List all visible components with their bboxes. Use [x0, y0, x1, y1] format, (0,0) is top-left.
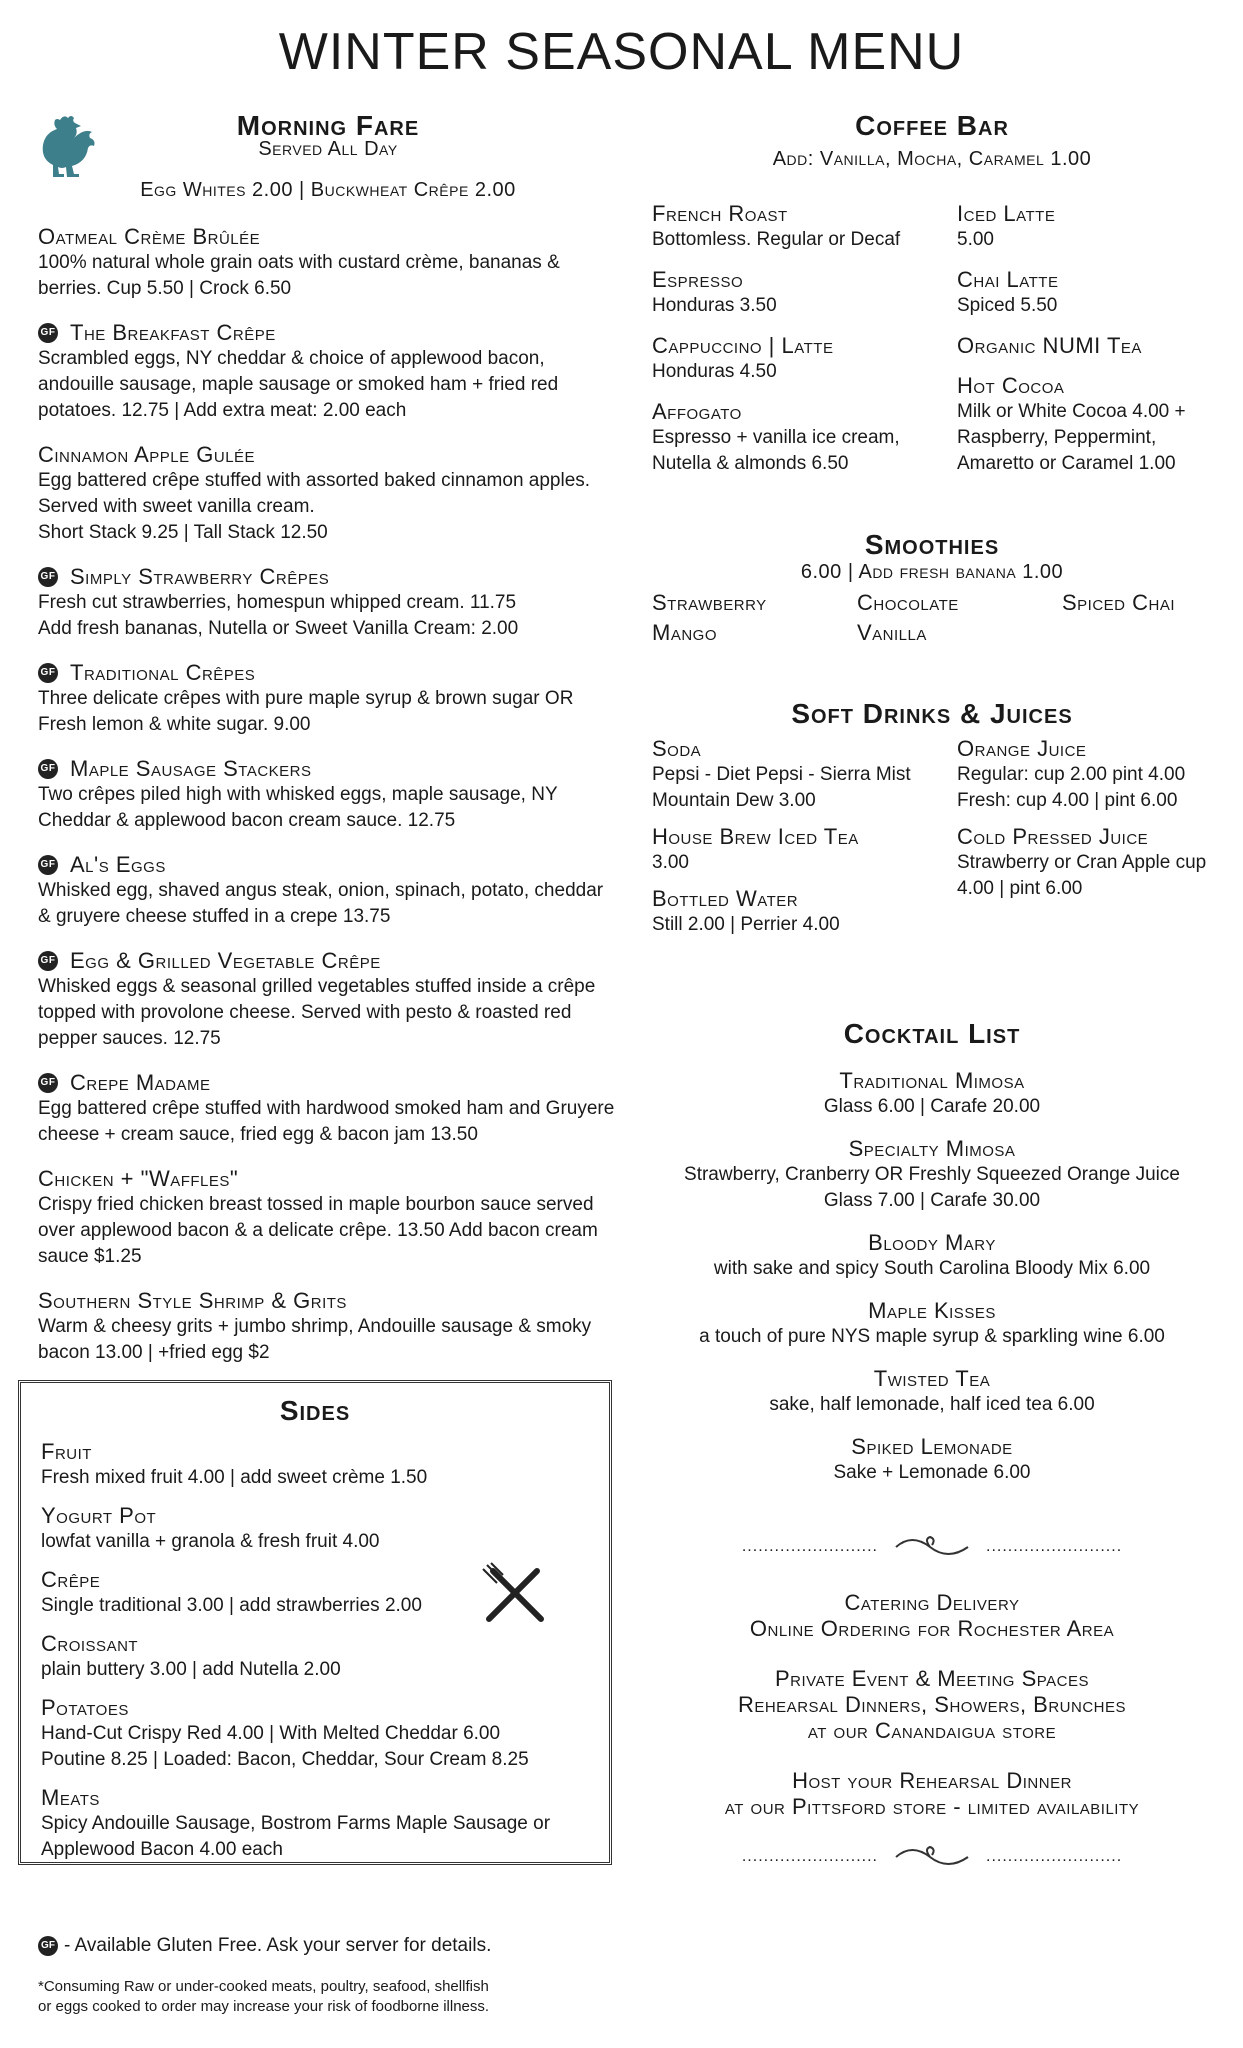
side-item [41, 1695, 589, 1773]
item-name: Organic NUMI Tea [957, 333, 1142, 358]
item-name: Yogurt Pot [41, 1503, 157, 1528]
item-description: Egg battered crêpe stuffed with assorted baked cinnamon apples. Served with sweet vanilla cream. [38, 470, 591, 517]
smoothie-flavor: Chocolate [857, 590, 959, 615]
item-name-row [41, 1503, 589, 1529]
morning-item [38, 442, 618, 546]
swirl-ornament-icon [892, 1534, 972, 1560]
item-description: Glass 6.00 | Carafe 20.00 [823, 1096, 1041, 1117]
item-description: Bottomless. Regular or Decaf [652, 229, 901, 250]
soft-drink-item [652, 886, 957, 938]
info-line: Rehearsal Dinners, Showers, Brunches [737, 1692, 1127, 1717]
side-item [41, 1631, 589, 1683]
item-description: Honduras 3.50 [652, 295, 777, 316]
item-name: Affogato [652, 399, 742, 424]
item-name: Soda [652, 736, 702, 761]
dots-right: ......................... [986, 1538, 1123, 1555]
item-description: sake, half lemonade, half iced tea 6.00 [769, 1394, 1095, 1415]
item-description: Poutine 8.25 | Loaded: Bacon, Cheddar, Sour Cream 8.25 [41, 1749, 529, 1770]
cocktail-item [652, 1434, 1212, 1486]
smoothie-flavor: Spiced Chai [1062, 590, 1176, 615]
sides-title: Sides [279, 1395, 351, 1426]
fork-knife-icon [479, 1561, 551, 1625]
item-name-row [38, 756, 618, 782]
item-name: Spiked Lemonade [851, 1434, 1013, 1459]
item-description: Espresso + vanilla ice cream, Nutella & almonds 6.50 [652, 427, 900, 474]
morning-item [38, 948, 618, 1052]
item-description: Strawberry, Cranberry OR Freshly Squeezed Orange Juice [684, 1164, 1180, 1185]
item-description: Spiced 5.50 [957, 295, 1058, 316]
soft-drinks-grid [652, 736, 1212, 948]
ornament-divider-top [652, 1534, 1212, 1560]
coffee-grid [652, 201, 1212, 491]
item-name: Specialty Mimosa [848, 1136, 1016, 1161]
coffee-item [957, 201, 1207, 253]
smoothie-flavor: Strawberry [652, 590, 767, 615]
gluten-free-icon: GF [38, 663, 58, 683]
gluten-free-icon: GF [38, 759, 58, 779]
soft-drink-item [652, 736, 957, 814]
morning-item [38, 1166, 618, 1270]
item-description: Short Stack 9.25 | Tall Stack 12.50 [38, 522, 328, 543]
item-name-row [38, 564, 618, 590]
coffee-item [652, 399, 957, 477]
cocktail-title: Cocktail List [843, 1018, 1021, 1049]
item-name-row [652, 824, 957, 850]
dots-left-2: ......................... [741, 1848, 878, 1865]
item-description: Regular: cup 2.00 pint 4.00 [957, 764, 1186, 785]
smoothie-flavor: Vanilla [857, 620, 927, 645]
cocktail-item [652, 1136, 1212, 1214]
item-name-row [652, 201, 957, 227]
item-name-row [957, 736, 1207, 762]
item-name: Orange Juice [957, 736, 1087, 761]
item-name: Fruit [41, 1439, 92, 1464]
food-warning-line1: *Consuming Raw or under-cooked meats, poultry, seafood, shellfish [38, 1978, 489, 1995]
item-name: Cold Pressed Juice [957, 824, 1149, 849]
item-name: Espresso [652, 267, 744, 292]
item-description: Still 2.00 | Perrier 4.00 [652, 914, 840, 935]
item-name: Oatmeal Crème Brûlée [38, 224, 261, 249]
morning-item [38, 564, 618, 642]
item-description: Whisked eggs & seasonal grilled vegetables stuffed inside a crêpe topped with provolone cheese. Served with pesto & roasted red pepper sauces. 12.75 [38, 976, 596, 1049]
item-name-row [38, 442, 618, 468]
item-name-row [652, 1434, 1212, 1460]
coffee-item [652, 201, 957, 253]
item-name-row [652, 1366, 1212, 1392]
item-name: Chai Latte [957, 267, 1059, 292]
item-description: Fresh: cup 4.00 | pint 6.00 [957, 790, 1178, 811]
soft-drink-item [652, 824, 957, 876]
dots-right-2: ......................... [986, 1848, 1123, 1865]
info-line: Online Ordering for Rochester Area [749, 1616, 1115, 1641]
item-name-row [38, 948, 618, 974]
morning-item [38, 660, 618, 738]
item-name-row [957, 824, 1207, 850]
item-name: Iced Latte [957, 201, 1056, 226]
item-name-row [41, 1785, 589, 1811]
item-name-row [652, 1068, 1212, 1094]
item-description: Warm & cheesy grits + jumbo shrimp, Andouille sausage & smoky bacon 13.00 | +fried egg $2 [38, 1316, 592, 1363]
item-description: lowfat vanilla + granola & fresh fruit 4.00 [41, 1531, 380, 1552]
item-name: Cinnamon Apple Gulée [38, 442, 256, 467]
item-name-row [957, 333, 1207, 359]
coffee-item [957, 267, 1207, 319]
item-description: plain buttery 3.00 | add Nutella 2.00 [41, 1659, 341, 1680]
smoothie-flavors [652, 588, 1212, 648]
soft-drink-item [957, 736, 1207, 814]
item-name-row [41, 1695, 589, 1721]
item-name: Croissant [41, 1631, 139, 1656]
menu-title: WINTER SEASONAL MENU [278, 23, 965, 81]
info-line: Private Event & Meeting Spaces [774, 1666, 1089, 1691]
item-name: Hot Cocoa [957, 373, 1065, 398]
morning-item [38, 756, 618, 834]
item-description: 5.00 [957, 229, 994, 250]
rehearsal-info [652, 1768, 1212, 1820]
side-item [41, 1439, 589, 1491]
gluten-free-icon: GF [38, 855, 58, 875]
item-description: Crispy fried chicken breast tossed in maple bourbon sauce served over applewood bacon & a delicate crêpe. 13.50 Add bacon cream sauce $1.25 [38, 1194, 598, 1267]
footer [38, 1935, 618, 2017]
item-description: Egg battered crêpe stuffed with hardwood smoked ham and Gruyere cheese + cream sauce, fried egg & bacon jam 13.50 [38, 1098, 615, 1145]
item-name-row [652, 333, 957, 359]
item-name: Bottled Water [652, 886, 799, 911]
item-name: Traditional Mimosa [839, 1068, 1025, 1093]
item-name-row [38, 852, 618, 878]
cocktail-item [652, 1230, 1212, 1282]
item-name: Chicken + "Waffles" [38, 1166, 239, 1191]
item-name-row [38, 1070, 618, 1096]
item-name: French Roast [652, 201, 788, 226]
item-description: Single traditional 3.00 | add strawberries 2.00 [41, 1595, 422, 1616]
ornament-divider-bottom [652, 1844, 1212, 1870]
cocktail-item [652, 1366, 1212, 1418]
morning-subtitle: Served All Day [258, 138, 398, 160]
item-name-row [652, 1298, 1212, 1324]
gluten-free-icon: GF [38, 567, 58, 587]
private-events-info [652, 1666, 1212, 1744]
item-name: Twisted Tea [873, 1366, 991, 1391]
item-description: Fresh mixed fruit 4.00 | add sweet crème 1.50 [41, 1467, 428, 1488]
item-name: The Breakfast Crêpe [70, 320, 276, 345]
item-description: Hand-Cut Crispy Red 4.00 | With Melted Cheddar 6.00 [41, 1723, 501, 1744]
item-name-row [38, 1166, 618, 1192]
item-name: Southern Style Shrimp & Grits [38, 1288, 347, 1313]
item-name-row [652, 1230, 1212, 1256]
item-description: Strawberry or Cran Apple cup 4.00 | pint 6.00 [957, 852, 1207, 899]
item-description: Sake + Lemonade 6.00 [833, 1462, 1031, 1483]
info-line: Host your Rehearsal Dinner [792, 1768, 1072, 1793]
item-description: Three delicate crêpes with pure maple syrup & brown sugar OR Fresh lemon & white sugar. 9.00 [38, 688, 574, 735]
item-description: 3.00 [652, 852, 689, 873]
item-name-row [38, 1288, 618, 1314]
item-name: Cappuccino | Latte [652, 333, 834, 358]
gluten-free-icon: GF [38, 1073, 58, 1093]
coffee-title: Coffee Bar [855, 110, 1009, 141]
soft-drink-item [957, 824, 1207, 902]
item-description: Pepsi - Diet Pepsi - Sierra Mist Mountain Dew 3.00 [652, 764, 911, 811]
info-line: Catering Delivery [844, 1590, 1020, 1615]
coffee-item [957, 333, 1207, 359]
sides-box [18, 1380, 612, 1865]
smoothies-title: Smoothies [864, 529, 1000, 560]
item-description: Whisked egg, shaved angus steak, onion, spinach, potato, cheddar & gruyere cheese stuffed in a crepe 13.75 [38, 880, 604, 927]
item-name: Simply Strawberry Crêpes [70, 564, 330, 589]
item-description: Milk or White Cocoa 4.00 + Raspberry, Peppermint, Amaretto or Caramel 1.00 [957, 401, 1186, 474]
dots-left: ......................... [741, 1538, 878, 1555]
gluten-free-icon: GF [38, 1936, 58, 1956]
item-name: Crêpe [41, 1567, 101, 1592]
item-name: Maple Sausage Stackers [70, 756, 312, 781]
info-line: at our Pittsford store - limited availability [724, 1794, 1140, 1819]
item-description: Scrambled eggs, NY cheddar & choice of applewood bacon, andouille sausage, maple sausage or smoked ham + fried red potatoes. 12.75 | Add extra meat: 2.00 each [38, 348, 559, 421]
morning-title: Morning Fare [236, 110, 420, 141]
gluten-free-icon: GF [38, 951, 58, 971]
morning-item [38, 224, 618, 302]
info-line: at our Canandaigua store [807, 1718, 1057, 1743]
coffee-subtitle: Add: Vanilla, Mocha, Caramel 1.00 [772, 148, 1092, 170]
item-name-row [38, 320, 618, 346]
item-description: a touch of pure NYS maple syrup & sparkling wine 6.00 [699, 1326, 1165, 1347]
morning-item [38, 320, 618, 424]
morning-item [38, 1288, 618, 1366]
side-item [41, 1503, 589, 1555]
morning-item [38, 1070, 618, 1148]
gf-note: - Available Gluten Free. Ask your server for details. [64, 1935, 492, 1956]
item-name-row [41, 1631, 589, 1657]
cocktail-item [652, 1068, 1212, 1120]
item-description: Fresh cut strawberries, homespun whipped cream. 11.75 [38, 592, 517, 613]
cocktail-item [652, 1298, 1212, 1350]
side-item [41, 1785, 589, 1863]
item-name-row [957, 373, 1207, 399]
item-name-row [957, 201, 1207, 227]
item-name-row [38, 224, 618, 250]
item-name: Maple Kisses [868, 1298, 996, 1323]
item-name-row [957, 267, 1207, 293]
item-name: Egg & Grilled Vegetable Crêpe [70, 948, 381, 973]
swirl-ornament-icon-2 [892, 1844, 972, 1870]
item-description: Honduras 4.50 [652, 361, 777, 382]
item-name: Potatoes [41, 1695, 129, 1720]
item-description: Two crêpes piled high with whisked eggs, maple sausage, NY Cheddar & applewood bacon cream sauce. 12.75 [38, 784, 558, 831]
coffee-item [957, 373, 1207, 477]
coffee-item [652, 267, 957, 319]
item-name-row [652, 736, 957, 762]
item-name: Meats [41, 1785, 100, 1810]
item-name: House Brew Iced Tea [652, 824, 859, 849]
item-name-row [652, 1136, 1212, 1162]
smoothies-subtitle: 6.00 | Add fresh banana 1.00 [800, 561, 1064, 583]
item-name-row [652, 399, 957, 425]
item-description: with sake and spicy South Carolina Bloody Mix 6.00 [713, 1258, 1151, 1279]
item-name: Al's Eggs [70, 852, 166, 877]
food-warning-line2: or eggs cooked to order may increase your risk of foodborne illness. [38, 1998, 490, 2015]
soft-drinks-title: Soft Drinks & Juices [791, 698, 1073, 729]
gluten-free-icon: GF [38, 323, 58, 343]
item-description: Glass 7.00 | Carafe 30.00 [823, 1190, 1041, 1211]
coffee-item [652, 333, 957, 385]
item-name-row [41, 1439, 589, 1465]
item-name-row [652, 886, 957, 912]
catering-info [652, 1590, 1212, 1642]
item-name: Crepe Madame [70, 1070, 211, 1095]
morning-item [38, 852, 618, 930]
item-name-row [652, 267, 957, 293]
item-description: Spicy Andouille Sausage, Bostrom Farms Maple Sausage or Applewood Bacon 4.00 each [41, 1813, 551, 1860]
item-description: Add fresh bananas, Nutella or Sweet Vanilla Cream: 2.00 [38, 618, 519, 639]
item-name: Traditional Crêpes [70, 660, 256, 685]
smoothie-flavor: Mango [652, 620, 717, 645]
item-name-row [38, 660, 618, 686]
item-description: 100% natural whole grain oats with custard crème, bananas & berries. Cup 5.50 | Crock 6.50 [38, 252, 560, 299]
morning-addons: Egg Whites 2.00 | Buckwheat Crêpe 2.00 [140, 179, 516, 201]
item-name: Bloody Mary [868, 1230, 996, 1255]
